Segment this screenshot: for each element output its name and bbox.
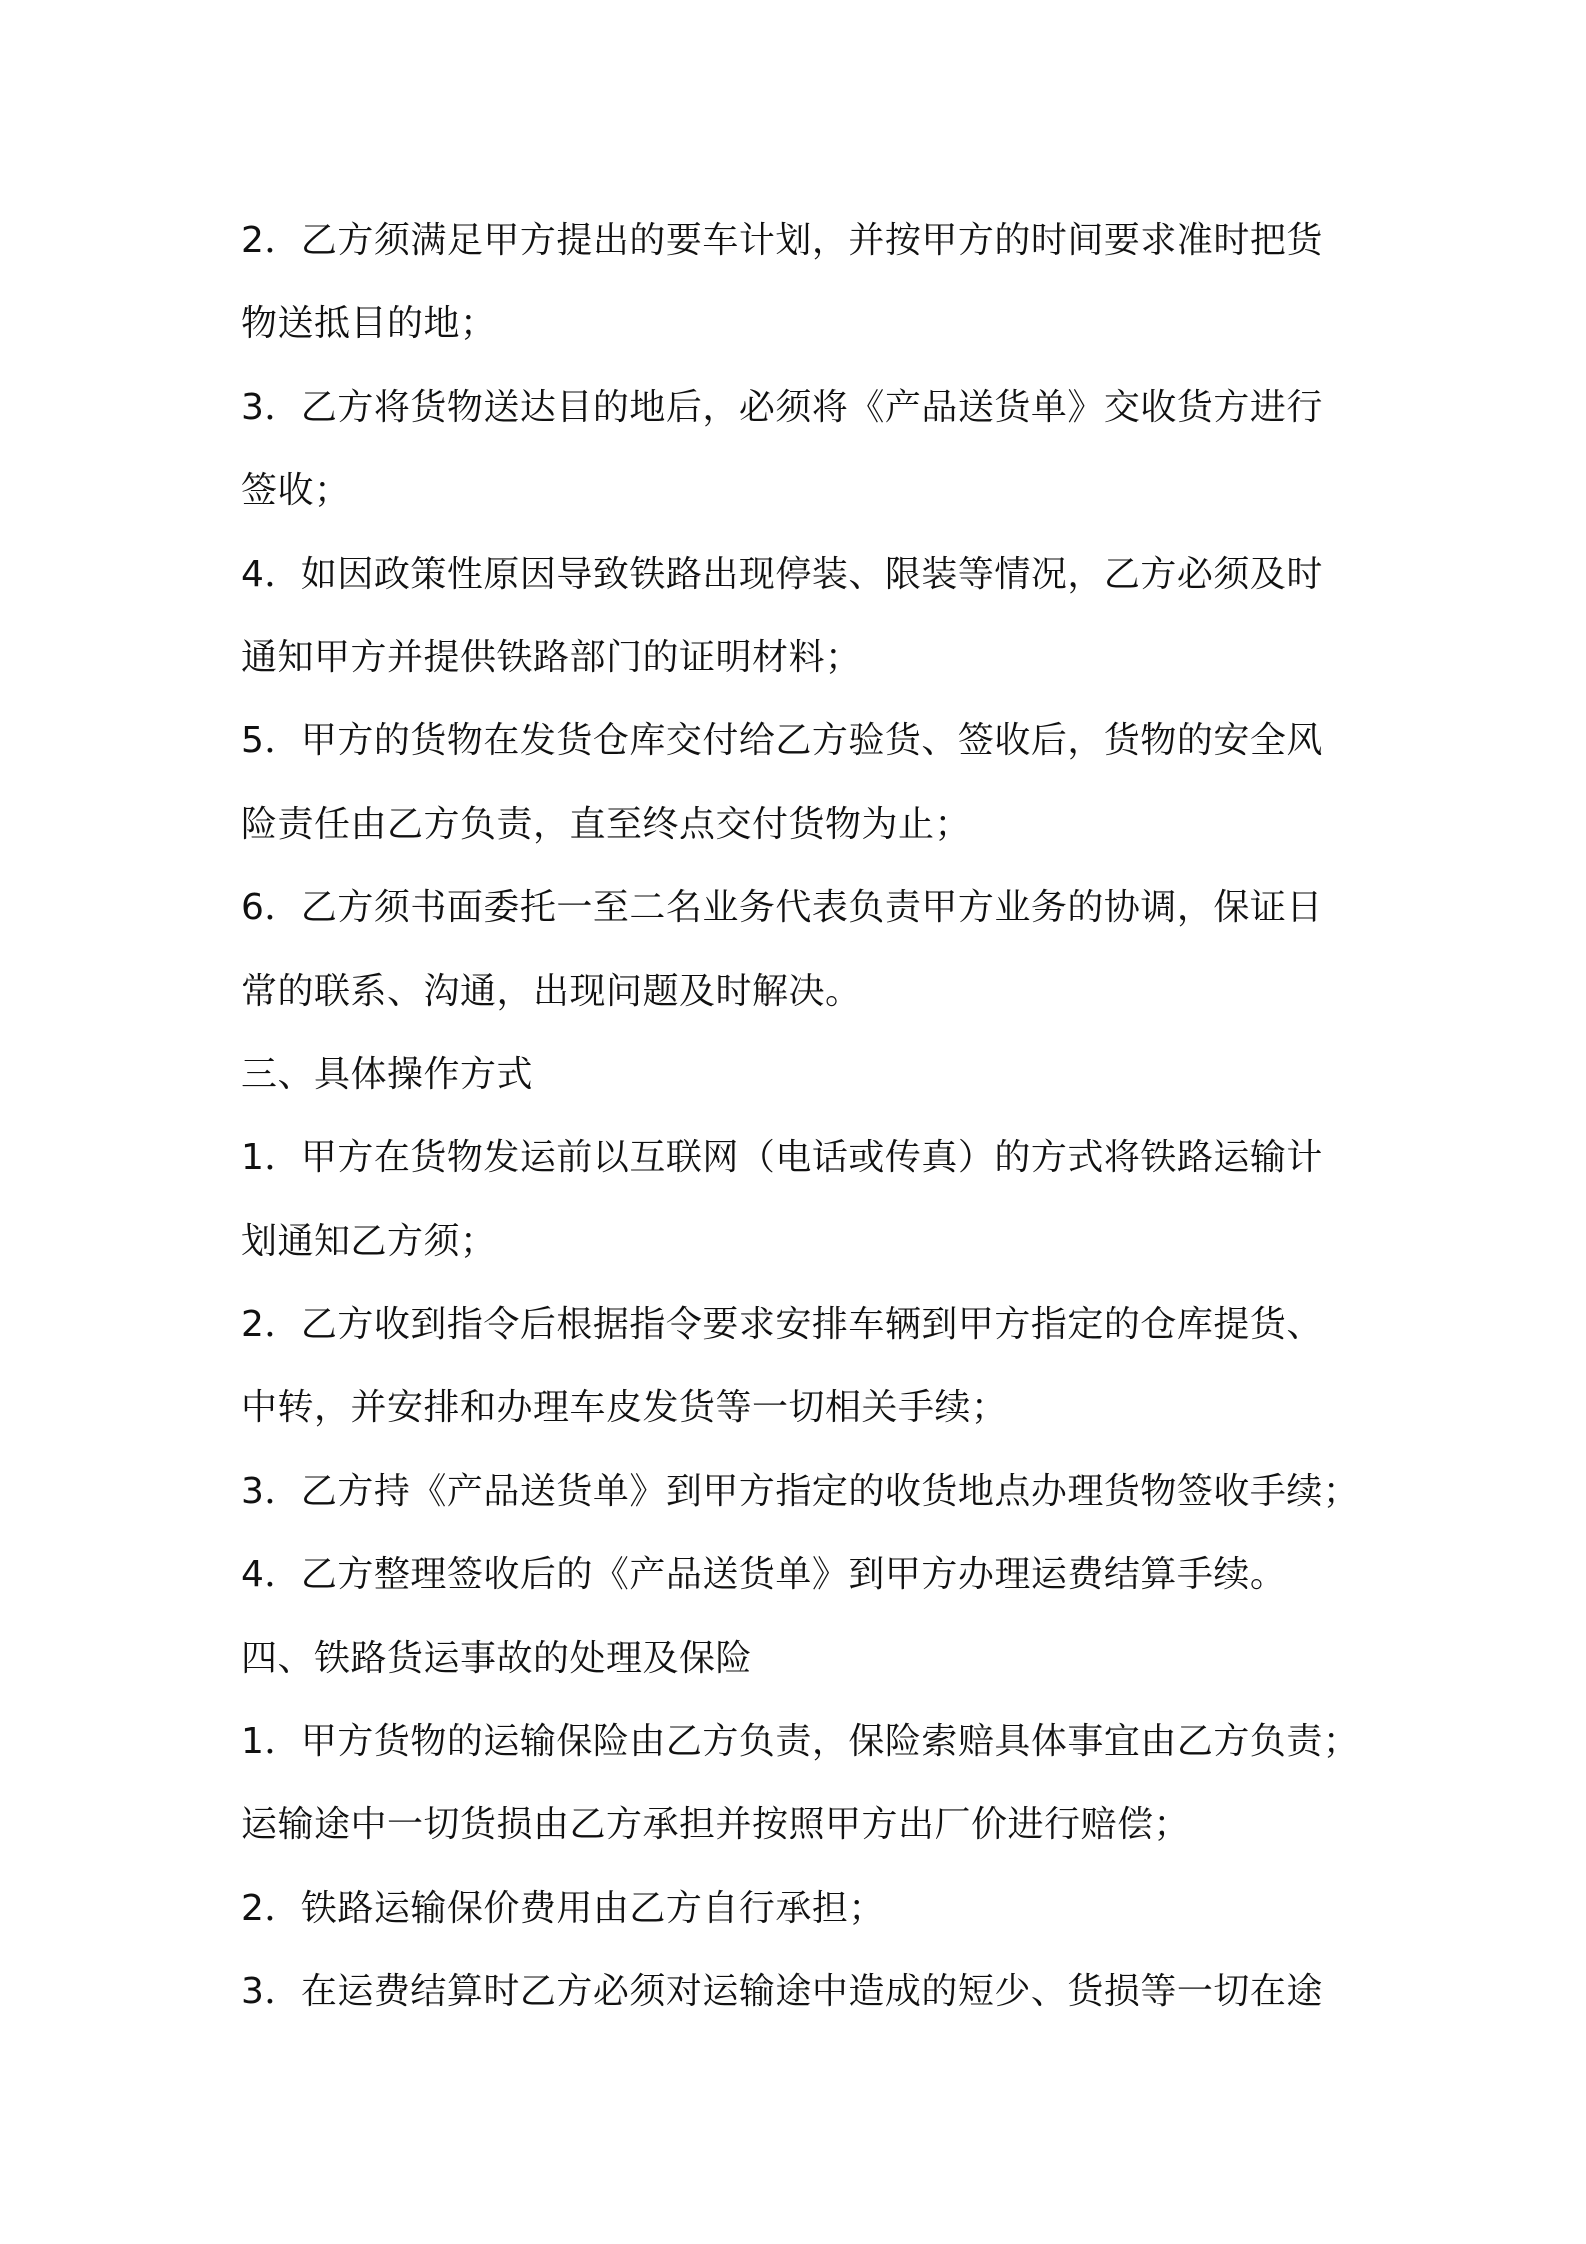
text-line: 3．乙方持《产品送货单》到甲方指定的收货地点办理货物签收手续； — [241, 1470, 1360, 1512]
text-line: 4．乙方整理签收后的《产品送货单》到甲方办理运费结算手续。 — [241, 1554, 1287, 1596]
text-line: 划通知乙方须； — [241, 1220, 497, 1262]
text-line: 运输途中一切货损由乙方承担并按照甲方出厂价进行赔偿； — [241, 1804, 1191, 1846]
text-line: 3．在运费结算时乙方必须对运输途中造成的短少、货损等一切在途 — [241, 1971, 1323, 2013]
document-body — [241, 199, 1381, 2034]
text-line: 4．如因政策性原因导致铁路出现停装、限装等情况，乙方必须及时 — [241, 553, 1323, 595]
text-line: 物送抵目的地； — [241, 303, 497, 345]
text-line: 2．乙方收到指令后根据指令要求安排车辆到甲方指定的仓库提货、 — [241, 1304, 1323, 1346]
text-line: 2．乙方须满足甲方提出的要车计划，并按甲方的时间要求准时把货 — [241, 220, 1323, 261]
text-line: 3．乙方将货物送达目的地后，必须将《产品送货单》交收货方进行 — [241, 386, 1323, 428]
text-line: 签收； — [241, 470, 351, 512]
text-line: 6．乙方须书面委托一至二名业务代表负责甲方业务的协调，保证日 — [241, 887, 1323, 929]
text-line: 险责任由乙方负责，直至终点交付货物为止； — [241, 803, 972, 845]
text-line: 通知甲方并提供铁路部门的证明材料； — [241, 636, 862, 678]
section-heading: 三、具体操作方式 — [241, 1053, 534, 1095]
section-heading: 四、铁路货运事故的处理及保险 — [241, 1637, 753, 1679]
text-line: 2．铁路运输保价费用由乙方自行承担； — [241, 1887, 885, 1929]
text-line: 1．甲方货物的运输保险由乙方负责，保险索赔具体事宜由乙方负责； — [241, 1721, 1360, 1763]
text-line: 中转，并安排和办理车皮发货等一切相关手续； — [241, 1387, 1008, 1429]
text-line: 1．甲方在货物发运前以互联网（电话或传真）的方式将铁路运输计 — [241, 1137, 1323, 1179]
text-line: 5．甲方的货物在发货仓库交付给乙方验货、签收后，货物的安全风 — [241, 720, 1323, 762]
text-line: 常的联系、沟通，出现问题及时解决。 — [241, 970, 862, 1012]
